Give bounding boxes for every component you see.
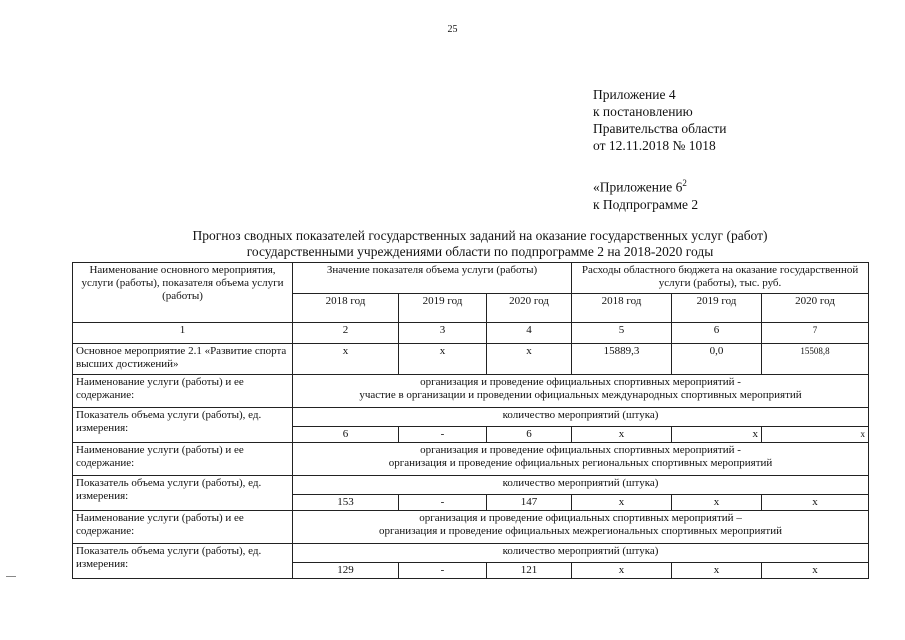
indicator-label: Показатель объема услуги (работы), ед. измерения: bbox=[73, 476, 293, 511]
service-line-2: организация и проведение официальных региональных спортивных мероприятий bbox=[388, 457, 773, 469]
sub-appendix-line-1 bbox=[593, 175, 698, 196]
event-value: х bbox=[487, 344, 572, 375]
page-number: 25 bbox=[447, 24, 458, 35]
service-line-2: участие в организации и проведении официальных международных спортивных мероприятий bbox=[359, 389, 802, 401]
indicator-value: - bbox=[399, 563, 487, 579]
header-group-expenses: Расходы областного бюджета на оказание государственной услуги (работы), тыс. руб. bbox=[572, 263, 869, 294]
event-value: 0,0 bbox=[672, 344, 762, 375]
document-title bbox=[60, 228, 900, 260]
appendix-line-4: от 12.11.2018 № 1018 bbox=[593, 138, 716, 153]
service-row bbox=[73, 375, 869, 408]
event-value: 15889,3 bbox=[572, 344, 672, 375]
indicator-unit: количество мероприятий (штука) bbox=[293, 544, 869, 563]
sub-appendix-block bbox=[593, 175, 698, 213]
service-label: Наименование услуги (работы) и ее содержание: bbox=[73, 375, 293, 408]
indicator-value: х bbox=[672, 563, 762, 579]
event-value: х bbox=[399, 344, 487, 375]
appendix-line-2: к постановлению bbox=[593, 104, 693, 119]
appendix-line-3: Правительства области bbox=[593, 121, 727, 136]
indicator-value: 6 bbox=[293, 427, 399, 443]
indicator-value: 121 bbox=[487, 563, 572, 579]
sub-appendix-prefix: «Приложение 6 bbox=[593, 179, 683, 195]
column-numbers-row bbox=[73, 323, 869, 344]
indicator-label: Показатель объема услуги (работы), ед. измерения: bbox=[73, 544, 293, 579]
sub-appendix-line-2: к Подпрограмме 2 bbox=[593, 196, 699, 212]
forecast-table bbox=[72, 262, 869, 579]
header-col-name: Наименование основного мероприятия, услуги (работы), показателя объема услуги (работы) bbox=[73, 263, 293, 323]
indicator-value: х bbox=[672, 427, 762, 443]
sub-appendix-sup: 2 bbox=[682, 178, 687, 188]
service-line-1: организация и проведение официальных спортивных мероприятий - bbox=[420, 444, 741, 456]
indicator-value: х bbox=[762, 495, 869, 511]
column-number: 5 bbox=[572, 323, 672, 344]
event-name: Основное мероприятие 2.1 «Развитие спорта высших достижений» bbox=[73, 344, 293, 375]
indicator-unit: количество мероприятий (штука) bbox=[293, 476, 869, 495]
indicator-row bbox=[73, 408, 869, 427]
column-number: 4 bbox=[487, 323, 572, 344]
header-year: 2018 год bbox=[293, 294, 399, 323]
service-row bbox=[73, 511, 869, 544]
indicator-value: х bbox=[572, 563, 672, 579]
event-value: 15508,8 bbox=[762, 344, 869, 375]
margin-mark bbox=[6, 576, 16, 577]
indicator-value: х bbox=[672, 495, 762, 511]
indicator-value: - bbox=[399, 427, 487, 443]
header-year: 2020 год bbox=[487, 294, 572, 323]
indicator-value: 6 bbox=[487, 427, 572, 443]
service-label: Наименование услуги (работы) и ее содержание: bbox=[73, 443, 293, 476]
service-label: Наименование услуги (работы) и ее содержание: bbox=[73, 511, 293, 544]
service-description bbox=[293, 511, 869, 544]
event-value: х bbox=[293, 344, 399, 375]
header-year: 2019 год bbox=[399, 294, 487, 323]
appendix-block bbox=[593, 86, 726, 154]
indicator-value: х bbox=[572, 427, 672, 443]
column-number: 1 bbox=[73, 323, 293, 344]
indicator-label: Показатель объема услуги (работы), ед. измерения: bbox=[73, 408, 293, 443]
service-description bbox=[293, 375, 869, 408]
column-number: 3 bbox=[399, 323, 487, 344]
indicator-value: х bbox=[572, 495, 672, 511]
indicator-value: 153 bbox=[293, 495, 399, 511]
indicator-value: х bbox=[762, 427, 869, 443]
appendix-line-1: Приложение 4 bbox=[593, 87, 676, 102]
service-line-1: организация и проведение официальных спортивных мероприятий - bbox=[420, 376, 741, 388]
indicator-value: х bbox=[762, 563, 869, 579]
indicator-value: - bbox=[399, 495, 487, 511]
column-number: 2 bbox=[293, 323, 399, 344]
title-line-2: государственными учреждениями области по подпрограмме 2 на 2018-2020 годы bbox=[246, 244, 714, 259]
header-year: 2019 год bbox=[672, 294, 762, 323]
indicator-row bbox=[73, 544, 869, 563]
header-row-1 bbox=[73, 263, 869, 294]
indicator-unit: количество мероприятий (штука) bbox=[293, 408, 869, 427]
column-number: 6 bbox=[672, 323, 762, 344]
service-line-2: организация и проведение официальных межрегиональных спортивных мероприятий bbox=[379, 525, 783, 537]
event-row bbox=[73, 344, 869, 375]
service-row bbox=[73, 443, 869, 476]
header-year: 2020 год bbox=[762, 294, 869, 323]
indicator-row bbox=[73, 476, 869, 495]
title-line-1: Прогноз сводных показателей государственных заданий на оказание государственных услуг (работ) bbox=[192, 228, 768, 243]
indicator-value: 129 bbox=[293, 563, 399, 579]
service-description bbox=[293, 443, 869, 476]
header-group-values: Значение показателя объема услуги (работы) bbox=[293, 263, 572, 294]
header-year: 2018 год bbox=[572, 294, 672, 323]
indicator-value: 147 bbox=[487, 495, 572, 511]
column-number: 7 bbox=[762, 323, 869, 344]
service-line-1: организация и проведение официальных спортивных мероприятий – bbox=[419, 512, 742, 524]
